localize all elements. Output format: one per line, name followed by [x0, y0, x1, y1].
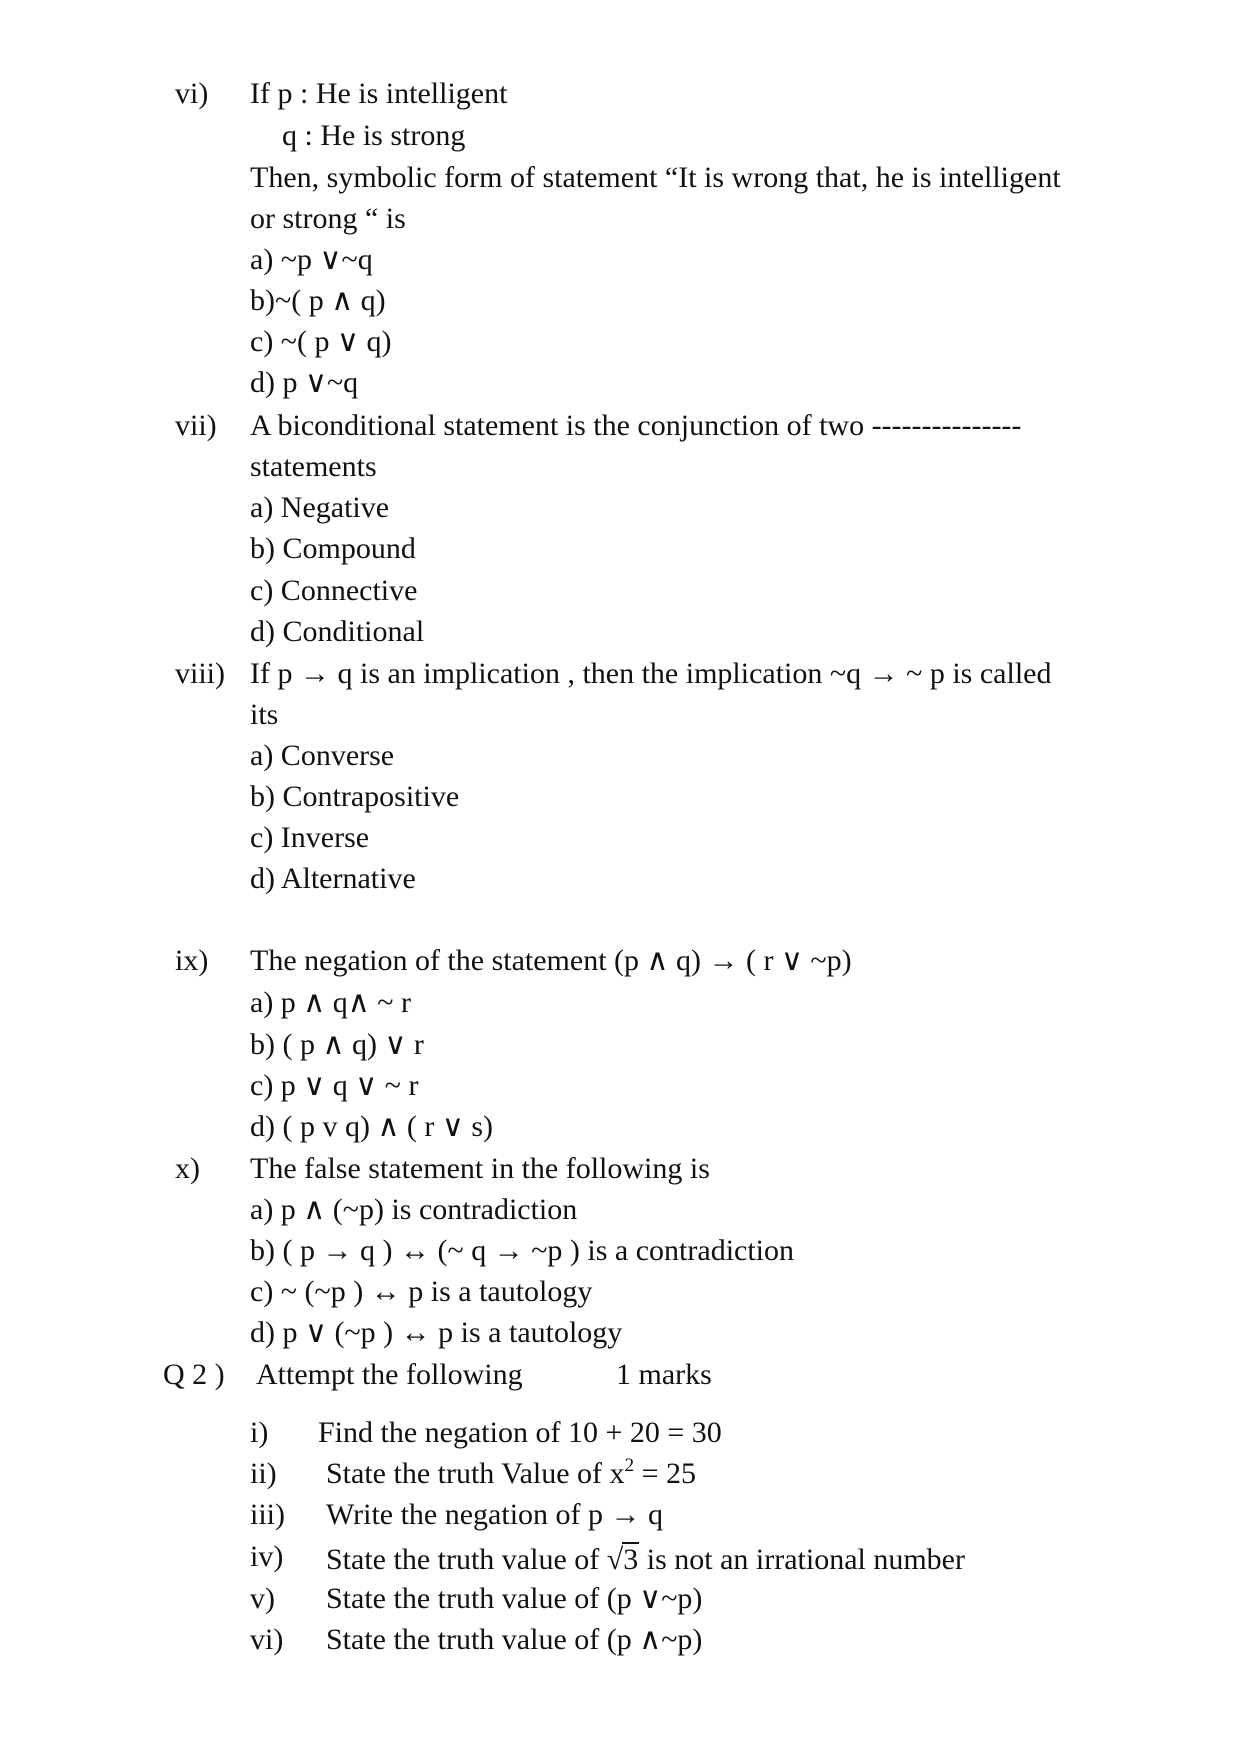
q2-item-text-i: Find the negation of 10 + 20 = 30	[318, 1416, 722, 1449]
question-vii-line-2: statements	[250, 450, 377, 483]
question-vi-option-a: a) ~p ∨~q	[250, 243, 373, 276]
q2-item-text-iii: Write the negation of p → q	[326, 1498, 664, 1531]
question-x-option-d: d) p ∨ (~p ) ↔ p is a tautology	[250, 1316, 623, 1349]
question-viii-option-c: c) Inverse	[250, 821, 370, 854]
q2-item-ii	[326, 1455, 696, 1490]
q2-item-number-vi: vi)	[250, 1623, 284, 1656]
question-ix-option-c: c) p ∨ q ∨ ~ r	[250, 1069, 419, 1102]
q2-item-iv	[326, 1542, 965, 1575]
q2-item-number-v: v)	[250, 1582, 275, 1615]
q2-item-number-i: i)	[250, 1416, 269, 1449]
q2-item-number-ii: ii)	[250, 1457, 277, 1490]
q2-item-text-ii: State the truth Value of x	[326, 1457, 625, 1490]
question-ix-option-d: d) ( p v q) ∧ ( r ∨ s)	[250, 1110, 494, 1143]
question-number-x: x)	[175, 1152, 200, 1185]
question-x-option-b: b) ( p → q ) ↔ (~ q → ~p ) is a contradiction	[250, 1234, 795, 1267]
question-vi-line-3: Then, symbolic form of statement “It is wrong that, he is intelligent	[250, 161, 1061, 194]
question-vi-line-2: q : He is strong	[282, 119, 466, 152]
question-vii-option-b: b) Compound	[250, 532, 416, 565]
q2-item-number-iv: iv)	[250, 1540, 284, 1573]
question-viii-option-a: a) Converse	[250, 739, 395, 772]
question-vi-option-d: d) p ∨~q	[250, 366, 359, 399]
question-vii-option-d: d) Conditional	[250, 615, 425, 648]
q2-item-text-ii-after: = 25	[634, 1457, 696, 1490]
radicand: 3	[623, 1543, 639, 1576]
question-number-vi: vi)	[175, 77, 209, 110]
question-vi-option-b: b)~( p ∧ q)	[250, 284, 386, 317]
question-ix-option-b: b) ( p ∧ q) ∨ r	[250, 1028, 424, 1061]
square-root	[607, 1542, 639, 1575]
question-vi-option-c: c) ~( p ∨ q)	[250, 325, 392, 358]
q2-item-text-v: State the truth value of (p ∨~p)	[326, 1582, 703, 1615]
question-number-viii: viii)	[175, 657, 225, 690]
question-x-option-c: c) ~ (~p ) ↔ p is a tautology	[250, 1275, 593, 1308]
question-vii-option-c: c) Connective	[250, 574, 418, 607]
exponent: 2	[624, 1455, 635, 1476]
question-x-line-1: The false statement in the following is	[250, 1152, 710, 1185]
radical-sign: √	[606, 1543, 624, 1576]
question-viii-option-d: d) Alternative	[250, 862, 416, 895]
question-ix-option-a: a) p ∧ q∧ ~ r	[250, 986, 411, 1019]
question-vi-line-1: If p : He is intelligent	[250, 77, 508, 110]
question-viii-line-1: If p → q is an implication , then the implication ~q → ~ p is called	[250, 657, 1052, 690]
q2-item-text-iv: State the truth value of	[326, 1543, 607, 1576]
question-vii-option-a: a) Negative	[250, 491, 390, 524]
q2-marks: 1 marks	[616, 1358, 712, 1391]
question-number-ix: ix)	[175, 944, 209, 977]
question-x-option-a: a) p ∧ (~p) is contradiction	[250, 1193, 578, 1226]
q2-item-text-vi: State the truth value of (p ∧~p)	[326, 1623, 703, 1656]
question-number-vii: vii)	[175, 409, 217, 442]
question-viii-line-2: its	[250, 698, 279, 731]
q2-title: Attempt the following	[256, 1358, 523, 1391]
q2-number: Q 2 )	[163, 1358, 225, 1391]
question-vi-line-4: or strong “ is	[250, 202, 406, 235]
question-vii-line-1: A biconditional statement is the conjunction of two ---------------	[250, 409, 1022, 442]
q2-item-text-iv-after: is not an irrational number	[639, 1543, 965, 1576]
question-viii-option-b: b) Contrapositive	[250, 780, 460, 813]
q2-item-number-iii: iii)	[250, 1498, 285, 1531]
question-ix-line-1: The negation of the statement (p ∧ q) → ( r ∨ ~p)	[250, 944, 852, 977]
